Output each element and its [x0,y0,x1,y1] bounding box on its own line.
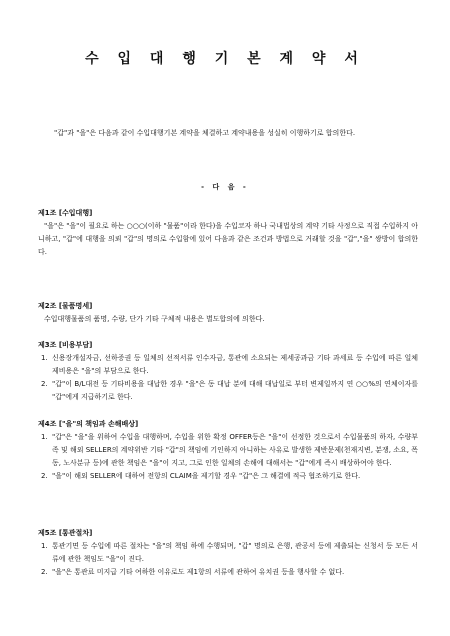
item-number: 2. [41,380,48,388]
article-5 [38,527,418,579]
list-item [38,566,418,579]
center-label: - 다 음 - [201,183,249,191]
article-1 [38,207,418,259]
article-list [38,352,418,404]
article-2 [38,300,418,326]
article-3 [38,339,418,404]
list-item [38,378,418,404]
item-text: "갑"이 B/L대전 등 기타비용을 대납한 경우 "을"은 동 대납 분에 대해 대납일로 부터 변제일까지 연 ○○%의 연체이자를 "갑"에게 지급하기로 한다. [52,380,418,401]
article-heading: 제5조 [통관절차] [38,529,93,537]
article-paragraph: "을"은 "을"이 필요로 하는 ○○○(이하 "물품"이라 한다)을 수입코자 하나 국내법상의 계약 기타 사정으로 직접 수입하지 아니하고, "갑"에 대행을 의뢰 "갑"의 명의로 수입함에 있어 다음과 같은 조건과 방법으로 거래할 것을 "갑","을" 쌍방이 합의한다. [38,222,419,256]
list-item [38,431,418,470]
item-number: 1. [41,542,48,550]
item-number: 1. [41,354,48,362]
item-text: 통관기면 등 수입에 따른 절차는 "을"의 책임 하에 수행되며, "갑" 명의로 은행, 관공서 등에 제출되는 신청서 등 모든 서류에 관한 책임도 "을"이 진다. [52,542,418,563]
document-title: 수 입 대 행 기 본 계 약 서 [85,51,365,67]
item-text: 신용장개설자금, 선하증권 등 일체의 선적서류 인수자금, 통관에 소요되는 제세공과금 기타 과세료 등 수입에 따른 일체 제비용은 "을"의 부담으로 한다. [52,354,418,375]
item-number: 2. [41,568,48,576]
list-item [38,470,418,483]
list-item [38,352,418,378]
intro-paragraph: "갑"과 "을"은 다음과 같이 수입대행기본 계약을 체결하고 계약내용을 성실히 이행하기로 합의한다. [54,129,356,137]
article-heading: 제2조 [물품명세] [38,302,93,310]
item-text: "을"은 통관료 미지급 기타 여하한 이유로도 제1항의 서류에 관하여 유치권 등을 행사할 수 없다. [52,568,345,576]
item-number: 1. [41,433,48,441]
article-list [38,540,418,579]
article-4 [38,418,418,483]
article-heading: 제1조 [수입대행] [38,209,93,217]
item-text: "을"이 해외 SELLER에 대하여 전항의 CLAIM을 제기할 경우 "갑"은 그 해결에 적극 협조하기로 한다. [52,472,361,480]
article-heading: 제4조 ["을"의 책임과 손해배상] [38,420,139,428]
article-heading: 제3조 [비용부담] [38,341,93,349]
item-number: 2. [41,472,48,480]
list-item [38,540,418,566]
article-paragraph: 수입대행물품의 품명, 수량, 단가 기타 구체적 내용은 별도합의에 의한다. [44,315,265,323]
item-text: "갑"은 "을"을 위하여 수입을 대행하며, 수입을 위한 확정 OFFER등은 "을"이 선정한 것으로서 수입물품의 하자, 수량부족 및 해외 SELLER의 계약위반 기타 "갑"의 책임에 기인하지 아니하는 사유로 발생한 제반문제(천재지변, 분쟁, 소요, 폭동, 노사분규 등)에 관한 책임은 "을"이 지고, 그로 인한 일체의 손해에 대해서는 "갑"에게 즉시 배상하여야 한다. [52,433,418,467]
article-list [38,431,418,483]
